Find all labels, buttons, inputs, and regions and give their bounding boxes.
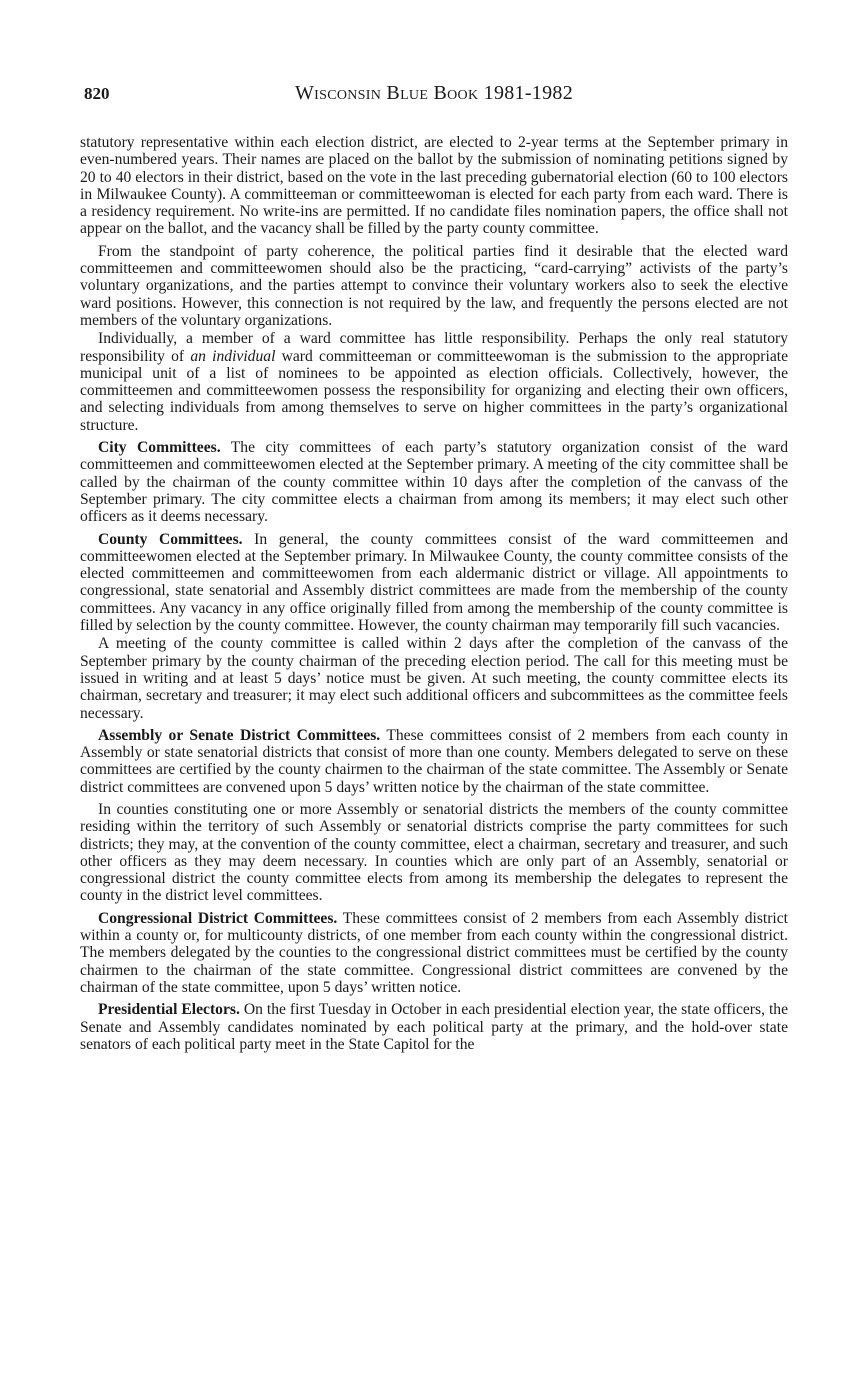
paragraph-counties-districts: In counties constituting one or more Assembly or senatorial districts the members of the county committee residing within the territory of such Assembly or senatorial districts comprise the party committees for such districts; they may, at the convention of the county committee, elect a chairman, secretary and treasurer, and such other officers as they may deem necessary. In counties which are only part of an Assembly, senatorial or congressional district the county committee elects from among its membership the delegates to represent the county in the district level committees. [80,800,788,905]
paragraph-text: Individually, a member of a ward committee has little responsibility. Perhaps the only real statutory responsibility of [80,330,788,365]
paragraph-individual-responsibility [80,330,788,434]
paragraph-text: ward committeeman or committeewoman is the submission to the appropriate municipal unit of a list of nominees to be appointed as election officials. Collectively, however, the committeemen and committeewomen possess the responsibility for organizing and electing their own officers, and selecting individuals from among themselves to serve on higher committees in the party’s organizational structure. [80,347,789,434]
section-presidential-electors [80,1001,788,1053]
page-header [84,84,784,114]
section-text: In general, the county committees consist of the ward committeemen and committeewomen elected at the September primary. In Milwaukee County, the county committee consists of the elected committeemen and committeewomen from each aldermanic district or village. All appointments to congressional, state senatorial and Assembly district committees are made from the membership of the county committees. Any vacancy in any office originally filled from among the membership of the county committee is filled by selection by the county committee. However, the county chairman may temporarily fill such vacancies. [80,530,788,635]
paragraph-party-coherence: From the standpoint of party coherence, the political parties find it desirable that the elected ward committeemen and committeewomen should also be the practicing, “card-carrying” activists of the party’s voluntary organizations, and the parties attempt to convince their voluntary workers also to seek the elective ward positions. However, this connection is not required by the law, and frequently the persons elected are not members of the voluntary organizations. [80,242,788,329]
section-heading: City Committees. [98,439,221,457]
section-city-committees [80,439,788,525]
section-assembly-senate-committees [80,727,788,796]
paragraph-ward-elections: statutory representative within each election district, are elected to 2-year terms at the September primary in even-numbered years. Their names are placed on the ballot by the submission of nominating petitions signed by 20 to 40 electors in their district, based on the vote in the last preceding gubernatorial election (60 to 100 electors in Milwaukee County). A committeeman or committeewoman is elected for each party from each ward. There is a residency requirement. No write-ins are permitted. If no candidate files nomination papers, the office shall not appear on the ballot, and the vacancy shall be filled by the party county committee. [80,134,788,238]
italic-phrase: an individual [190,347,276,365]
section-text: On the first Tuesday in October in each presidential election year, the state officers, the Senate and Assembly candidates nominated by each political party at the primary, and the hold-over state senators of each political party meet in the State Capitol for the [80,1001,788,1053]
body-text [80,134,788,1058]
section-heading: Congressional District Committees. [98,909,338,927]
paragraph-county-meeting: A meeting of the county committee is called within 2 days after the completion of the canvass of the September primary by the county chairman of the preceding election period. The call for this meeting must be issued in writing and at least 5 days’ notice must be given. At such meeting, the county committee elects its chairman, secretary and treasurer; it may elect such additional officers and subcommittees as the committee feels necessary. [80,635,788,722]
running-title: Wisconsin Blue Book 1981-1982 [294,82,574,104]
section-congressional-committees [80,910,788,996]
section-heading: County Committees. [98,530,243,548]
section-text: These committees consist of 2 members from each Assembly district within a county or, for multicounty districts, of one member from each county within the congressional district. The members delegated by the counties to the congressional district committees must be certified by the county chairmen to the chairman of the state committee. Congressional district committees are convened by the chairman of the state committee, upon 5 days’ written notice. [80,909,788,996]
section-heading: Presidential Electors. [98,1001,240,1019]
section-heading: Assembly or Senate District Committees. [98,726,381,744]
section-text: These committees consist of 2 members from each county in Assembly or state senatorial districts that consist of more than one county. Members delegated to serve on these committees are certified by the county chairmen to the chairman of the state committee. The Assembly or Senate district committees are convened upon 5 days’ written notice by the chairman of the state committee. [80,726,789,796]
section-county-committees [80,531,788,635]
section-text: The city committees of each party’s statutory organization consist of the ward committeemen and committeewomen elected at the September primary. A meeting of the city committee shall be called by the chairman of the county committee within 10 days after the completion of the canvass of the September primary. The city committee elects a chairman from among its members; it may elect such other officers as it deems necessary. [80,439,788,526]
page-number: 820 [84,84,110,103]
